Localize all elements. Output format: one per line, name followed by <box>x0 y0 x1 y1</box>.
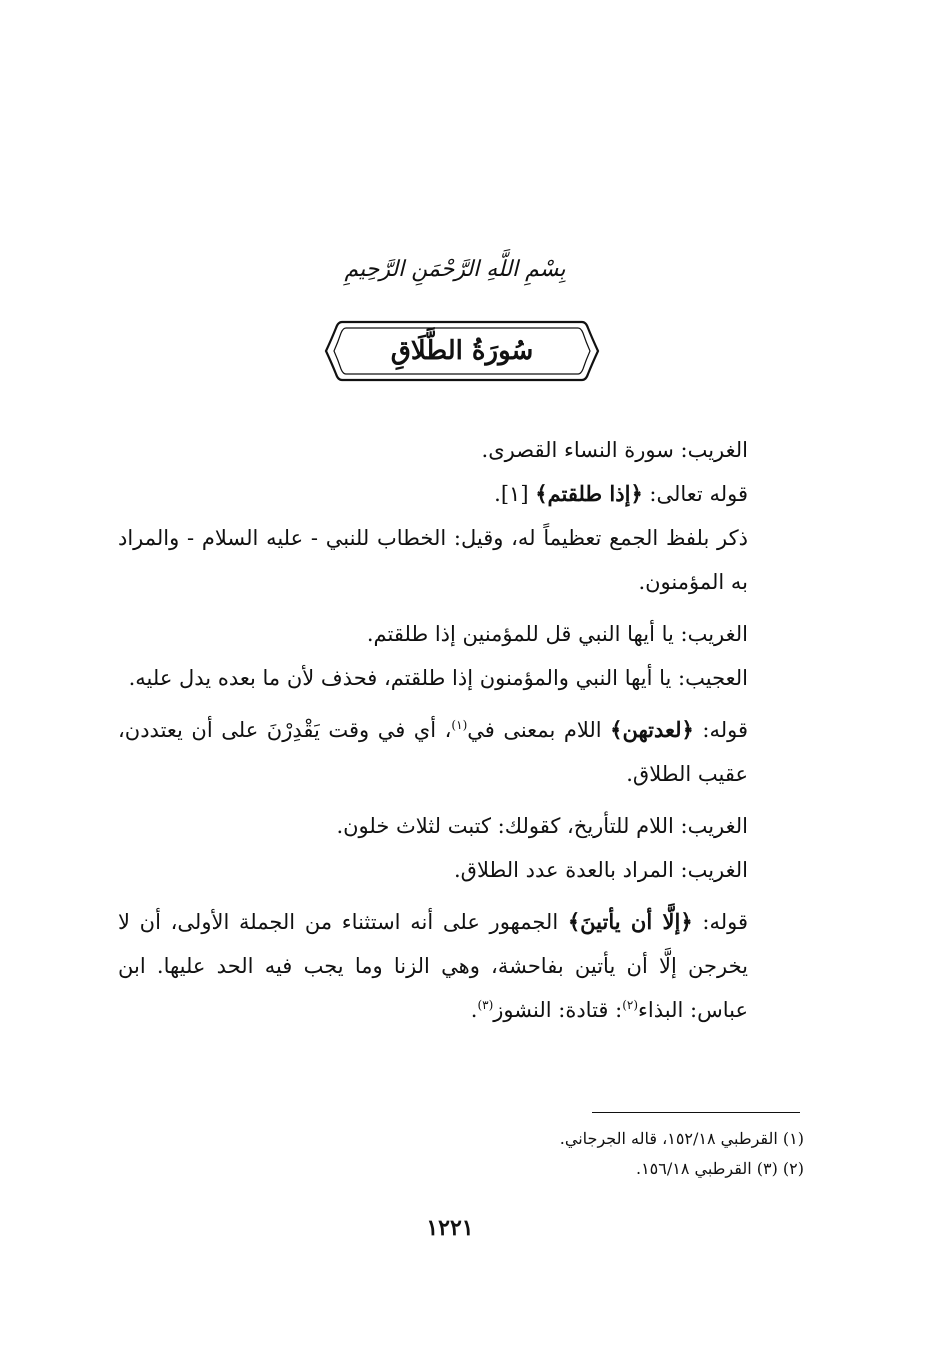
verse-lead: قوله: <box>692 910 748 934</box>
footnote-2: (٢) (٣) القرطبي ١٥٦/١٨. <box>635 1159 804 1178</box>
page-number: ١٢٢١ <box>426 1215 474 1241</box>
verse-lead: قوله تعالى: <box>642 482 748 506</box>
surah-title: سُورَةُ الطَّلَاقِ <box>390 336 534 366</box>
commentary-text: ، أي في وقت يَقْدِرْنَ على أن يعتددن، عقيب الطلاق. <box>118 718 748 786</box>
paragraph-8: الغريب: المراد بالعدة عدد الطلاق. <box>454 858 748 882</box>
basmala-heading: بِسْمِ اللَّهِ الرَّحْمَنِ الرَّحِيمِ <box>344 257 566 282</box>
paragraph-7: الغريب: اللام للتأريخ، كقولك: كتبت لثلاث خلون. <box>336 814 748 838</box>
footnote-marker: (١) <box>451 718 468 732</box>
main-text <box>118 428 804 1032</box>
footnote-marker: (٢) <box>622 998 639 1012</box>
commentary-text: اللام بمعنى في <box>467 718 611 742</box>
verse-lead: قوله: <box>693 718 748 742</box>
commentary-text: : قتادة: النشوز <box>493 998 623 1022</box>
paragraph-4: الغريب: يا أيها النبي قل للمؤمنين إذا طلقتم. <box>366 622 748 646</box>
commentary-text: . <box>470 998 478 1022</box>
paragraph-2 <box>118 472 804 516</box>
commentary-text: الجمهور على أنه استثناء من الجملة الأولى، أن لا يخرجن إلَّا أن يأتين بفاحشة، وهي الزنا وما يجب فيه الحد عليها. ابن عباس: البذاء <box>118 910 748 1022</box>
paragraph-9 <box>118 900 804 1032</box>
paragraph-3: ذكر بلفظ الجمع تعظيماً له، وقيل: الخطاب للنبي - عليه السلام - والمراد به المؤمنون. <box>118 526 748 594</box>
footnote-1: (١) القرطبي ١٥٢/١٨، قاله الجرجاني. <box>559 1129 804 1148</box>
paragraph-1: الغريب: سورة النساء القصرى. <box>481 438 748 462</box>
verse-reference: [١]. <box>494 482 536 506</box>
footnote-divider <box>592 1112 800 1113</box>
surah-title-cartouche <box>322 318 602 384</box>
footnotes <box>400 1124 804 1184</box>
paragraph-6 <box>118 708 804 796</box>
paragraph-5: العجيب: يا أيها النبي والمؤمنون إذا طلقتم، فحذف لأن ما بعده يدل عليه. <box>128 666 748 690</box>
verse-quote: ﴿إلَّا أن يأتينَ﴾ <box>567 909 693 934</box>
verse-quote: ﴿إذا طلقتم﴾ <box>535 481 643 506</box>
footnote-marker: (٣) <box>477 998 494 1012</box>
verse-quote: ﴿لعدتهن﴾ <box>610 717 694 742</box>
